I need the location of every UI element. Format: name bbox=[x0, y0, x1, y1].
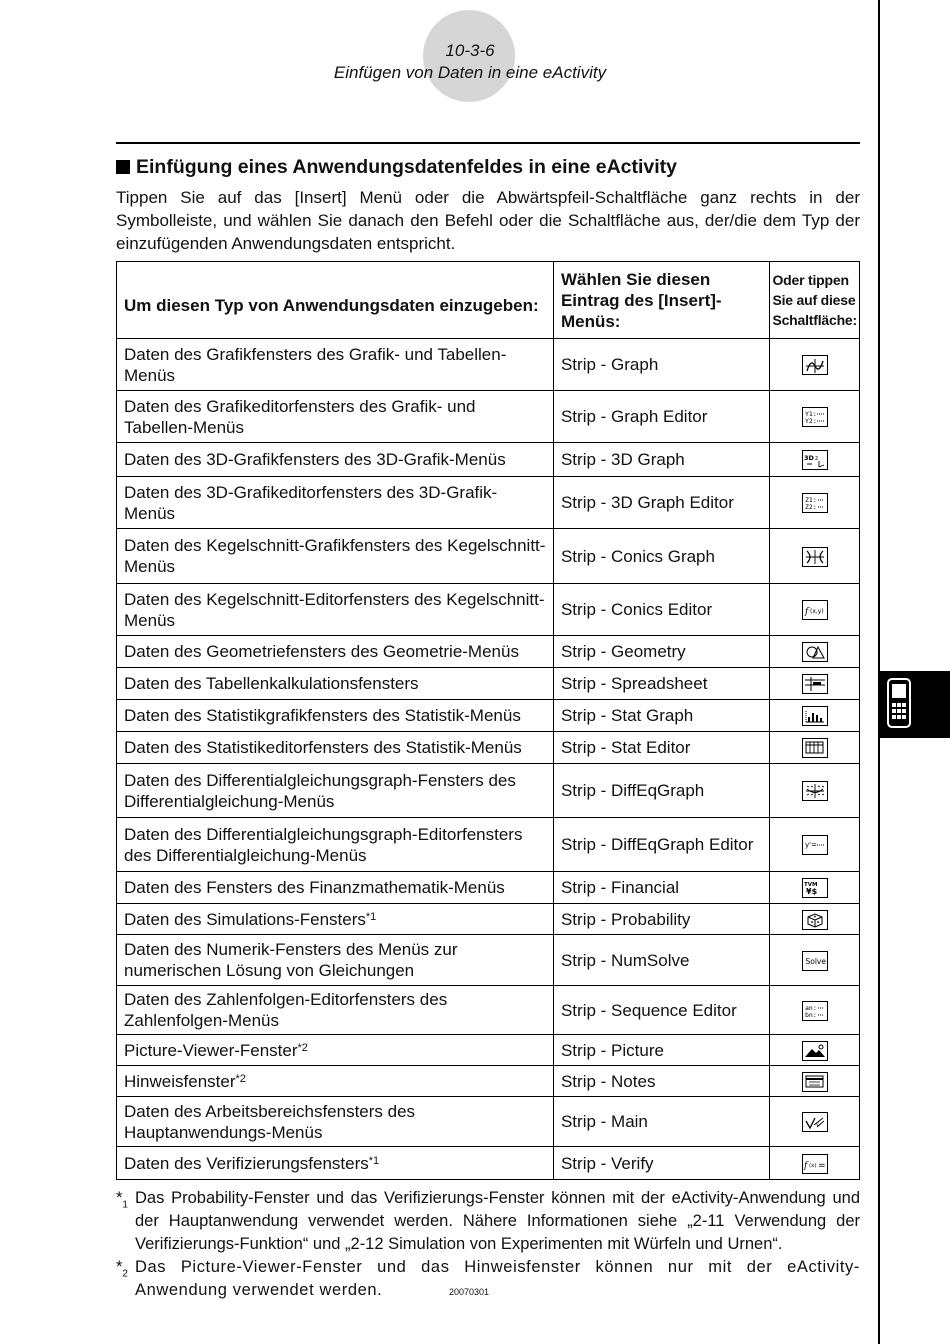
svg-text:Z1:: Z1: bbox=[804, 496, 817, 505]
footnote-text: Das Probability-Fenster und das Verifizierungs-Fenster können mit der eActivity-Anwendung und der Hauptanwendung verwendet werden. Nähere Informationen siehe „2-11 Verwendung der Verifizierungs-Funktion“ und „2-12 Simulation von Experimenten mit Würfeln und Urnen“. bbox=[135, 1189, 860, 1253]
svg-text:√: √ bbox=[815, 1122, 819, 1129]
financial-icon bbox=[802, 878, 828, 898]
sequence-editor-icon bbox=[802, 1001, 828, 1021]
numsolve-icon-label: Solve bbox=[805, 956, 826, 966]
button-cell bbox=[770, 764, 860, 818]
data-type-text: Daten des Arbeitsbereichsfensters des Hauptanwendungs-Menüs bbox=[124, 1101, 416, 1142]
button-cell bbox=[770, 339, 860, 391]
menu-entry-cell: Strip - DiffEqGraph Editor bbox=[553, 818, 769, 872]
table-row bbox=[117, 1097, 860, 1147]
table-row bbox=[117, 529, 860, 584]
main-icon bbox=[802, 1112, 828, 1132]
data-type-text: Daten des Grafikeditorfensters des Grafik- und Tabellen-Menüs bbox=[124, 396, 476, 437]
data-type-cell bbox=[117, 1066, 554, 1097]
insert-table bbox=[116, 261, 860, 1180]
menu-entry-cell: Strip - Verify bbox=[553, 1147, 769, 1180]
button-cell bbox=[770, 1147, 860, 1180]
table-row bbox=[117, 1035, 860, 1066]
menu-entry-cell: Strip - Conics Editor bbox=[553, 584, 769, 636]
data-type-cell bbox=[117, 668, 554, 700]
table-row bbox=[117, 764, 860, 818]
data-type-text: Daten des Kegelschnitt-Editorfensters des Kegelschnitt-Menüs bbox=[124, 589, 545, 630]
data-type-text: Daten des 3D-Grafikfensters des 3D-Grafik-Menüs bbox=[124, 450, 506, 469]
intro-paragraph: Tippen Sie auf das [Insert] Menü oder die Abwärtspfeil-Schaltfläche ganz rechts in der Symbolleiste, und wählen Sie danach den Befehl oder die Schaltfläche aus, der/die dem Typ der einzufügenden Anwendungsdaten entspricht. bbox=[116, 188, 860, 253]
menu-entry-cell: Strip - Geometry bbox=[553, 636, 769, 668]
section-heading bbox=[116, 156, 677, 179]
table-row bbox=[117, 443, 860, 477]
data-type-text: Daten des Tabellenkalkulationsfensters bbox=[124, 674, 419, 693]
table-row bbox=[117, 584, 860, 636]
3d-graph-icon bbox=[802, 450, 828, 470]
3d-graph-editor-icon bbox=[802, 493, 828, 513]
calculator-icon bbox=[886, 677, 912, 729]
verify-icon bbox=[802, 1154, 828, 1174]
svg-text:¥$: ¥$ bbox=[805, 887, 817, 897]
data-type-text: Daten des 3D-Grafikeditorfensters des 3D-Grafik-Menüs bbox=[124, 482, 498, 523]
data-type-cell bbox=[117, 700, 554, 732]
conics-editor-icon bbox=[802, 600, 828, 620]
data-type-text: Daten des Differentialgleichungsgraph-Fensters des Differentialgleichung-Menüs bbox=[124, 770, 516, 811]
button-cell bbox=[770, 477, 860, 529]
table-row bbox=[117, 700, 860, 732]
button-cell bbox=[770, 1097, 860, 1147]
stat-graph-icon bbox=[802, 706, 828, 726]
data-type-text: Hinweisfenster bbox=[124, 1071, 236, 1091]
button-cell bbox=[770, 636, 860, 668]
bullet-square-icon bbox=[116, 160, 130, 174]
chapter-tab bbox=[880, 671, 950, 738]
menu-entry-cell: Strip - Picture bbox=[553, 1035, 769, 1066]
button-cell bbox=[770, 1035, 860, 1066]
numsolve-icon bbox=[802, 951, 828, 971]
table-row bbox=[117, 818, 860, 872]
svg-text:Y2:: Y2: bbox=[804, 417, 817, 426]
data-type-text: Daten des Kegelschnitt-Grafikfensters des Kegelschnitt-Menüs bbox=[124, 536, 546, 576]
data-type-cell bbox=[117, 1097, 554, 1147]
date-code: 20070301 bbox=[449, 1287, 490, 1297]
data-type-cell bbox=[117, 584, 554, 636]
table-row bbox=[117, 636, 860, 668]
menu-entry-cell: Strip - Probability bbox=[553, 904, 769, 935]
svg-text:z: z bbox=[814, 455, 818, 463]
data-type-text: Daten des Differentialgleichungsgraph-Editorfensters des Differentialgleichung-Menüs bbox=[124, 824, 523, 865]
svg-text:Z2:: Z2: bbox=[804, 503, 817, 512]
data-type-cell bbox=[117, 904, 554, 935]
header-menu: Wählen Sie diesen Eintrag des [Insert]-Menüs: bbox=[553, 262, 769, 339]
button-cell bbox=[770, 872, 860, 904]
menu-entry-cell: Strip - Conics Graph bbox=[553, 529, 769, 584]
data-type-text: Daten des Statistikgrafikfensters des Statistik-Menüs bbox=[124, 706, 521, 725]
data-type-cell bbox=[117, 477, 554, 529]
footnote-mark: * bbox=[116, 1258, 123, 1276]
data-type-cell bbox=[117, 872, 554, 904]
table-row bbox=[117, 339, 860, 391]
button-cell bbox=[770, 935, 860, 986]
button-cell bbox=[770, 818, 860, 872]
svg-text:f: f bbox=[804, 607, 809, 618]
footnote-mark-sub: 1 bbox=[122, 1199, 128, 1211]
menu-entry-cell: Strip - Main bbox=[553, 1097, 769, 1147]
footnote bbox=[116, 1187, 860, 1256]
menu-entry-cell: Strip - 3D Graph Editor bbox=[553, 477, 769, 529]
data-type-text: Daten des Verifizierungsfensters bbox=[124, 1153, 369, 1173]
button-cell bbox=[770, 529, 860, 584]
data-type-cell bbox=[117, 935, 554, 986]
section-rule bbox=[116, 142, 860, 144]
menu-entry-cell: Strip - DiffEqGraph bbox=[553, 764, 769, 818]
data-type-cell bbox=[117, 986, 554, 1035]
svg-text:(x): (x) bbox=[808, 1162, 817, 1169]
button-cell bbox=[770, 700, 860, 732]
header-button: Oder tippen Sie auf diese Schaltfläche: bbox=[770, 262, 860, 339]
data-type-text: Daten des Geometriefensters des Geometrie-Menüs bbox=[124, 642, 519, 661]
graph-icon bbox=[802, 355, 828, 375]
data-type-cell bbox=[117, 732, 554, 764]
data-type-cell bbox=[117, 1035, 554, 1066]
footnote-text: Das Picture-Viewer-Fenster und das Hinweisfenster können nur mit der eActivity-Anwendung verwendet werden. bbox=[135, 1258, 860, 1299]
svg-text:Y1:: Y1: bbox=[804, 410, 817, 419]
table-row bbox=[117, 732, 860, 764]
footnote-ref: *1 bbox=[368, 1154, 380, 1167]
svg-text:f: f bbox=[803, 1160, 808, 1171]
footnote-mark-sub: 2 bbox=[122, 1268, 128, 1280]
spreadsheet-icon bbox=[802, 674, 828, 694]
probability-icon bbox=[802, 910, 828, 930]
menu-entry-cell: Strip - Graph bbox=[553, 339, 769, 391]
stat-editor-icon bbox=[802, 738, 828, 758]
svg-text:=: = bbox=[817, 1160, 826, 1171]
button-cell bbox=[770, 904, 860, 935]
svg-text:an:: an: bbox=[804, 1003, 817, 1012]
data-type-cell bbox=[117, 818, 554, 872]
table-row bbox=[117, 872, 860, 904]
menu-entry-cell: Strip - Stat Graph bbox=[553, 700, 769, 732]
footnote-ref: *1 bbox=[365, 910, 377, 923]
diffeq-editor-icon bbox=[802, 835, 828, 855]
button-cell bbox=[770, 668, 860, 700]
chapter-title: Einfügen von Daten in eine eActivity bbox=[333, 63, 607, 82]
table-row bbox=[117, 391, 860, 443]
footnote-mark: * bbox=[116, 1189, 123, 1207]
menu-entry-cell: Strip - Graph Editor bbox=[553, 391, 769, 443]
data-type-text: Daten des Grafikfensters des Grafik- und Tabellen-Menüs bbox=[124, 344, 507, 385]
page-number: 10-3-6 bbox=[445, 41, 495, 60]
table-row bbox=[117, 904, 860, 935]
data-type-text: Daten des Simulations-Fensters bbox=[124, 909, 366, 929]
button-cell bbox=[770, 986, 860, 1035]
button-cell bbox=[770, 391, 860, 443]
data-type-cell bbox=[117, 443, 554, 477]
button-cell bbox=[770, 584, 860, 636]
svg-text:TVM: TVM bbox=[803, 882, 818, 889]
button-cell bbox=[770, 1066, 860, 1097]
graph-editor-icon bbox=[802, 407, 828, 427]
data-type-text: Daten des Zahlenfolgen-Editorfensters des Zahlenfolgen-Menüs bbox=[124, 990, 448, 1030]
data-type-cell bbox=[117, 391, 554, 443]
menu-entry-cell: Strip - Spreadsheet bbox=[553, 668, 769, 700]
menu-entry-cell: Strip - 3D Graph bbox=[553, 443, 769, 477]
data-type-cell bbox=[117, 529, 554, 584]
table-row bbox=[117, 668, 860, 700]
header-type: Um diesen Typ von Anwendungsdaten einzugeben: bbox=[117, 262, 554, 339]
menu-entry-cell: Strip - Financial bbox=[553, 872, 769, 904]
menu-entry-cell: Strip - NumSolve bbox=[553, 935, 769, 986]
geometry-icon bbox=[802, 642, 828, 662]
data-type-cell bbox=[117, 636, 554, 668]
table-row bbox=[117, 935, 860, 986]
data-type-text: Picture-Viewer-Fenster bbox=[124, 1040, 298, 1060]
table-header-row bbox=[117, 262, 860, 339]
notes-icon bbox=[802, 1072, 828, 1092]
button-cell bbox=[770, 443, 860, 477]
menu-entry-cell: Strip - Notes bbox=[553, 1066, 769, 1097]
button-cell bbox=[770, 732, 860, 764]
footnote-ref: *2 bbox=[235, 1072, 246, 1085]
svg-text:3D: 3D bbox=[803, 454, 814, 463]
menu-entry-cell: Strip - Stat Editor bbox=[553, 732, 769, 764]
picture-icon bbox=[802, 1041, 828, 1061]
table-row bbox=[117, 986, 860, 1035]
svg-text:y'=: y'= bbox=[804, 841, 817, 850]
section-title-text: Einfügung eines Anwendungsdatenfeldes in eine eActivity bbox=[136, 156, 678, 178]
data-type-text: Daten des Statistikeditorfensters des Statistik-Menüs bbox=[124, 738, 522, 757]
footnotes bbox=[116, 1187, 860, 1302]
data-type-cell bbox=[117, 339, 554, 391]
data-type-text: Daten des Numerik-Fensters des Menüs zur numerischen Lösung von Gleichungen bbox=[124, 940, 458, 980]
svg-text:(x,y): (x,y) bbox=[809, 608, 824, 616]
svg-text:bn:: bn: bbox=[804, 1010, 817, 1019]
table-row bbox=[117, 477, 860, 529]
menu-entry-cell: Strip - Sequence Editor bbox=[553, 986, 769, 1035]
diffeq-graph-icon bbox=[802, 781, 828, 801]
data-type-text: Daten des Fensters des Finanzmathematik-Menüs bbox=[124, 878, 505, 897]
table-row bbox=[117, 1147, 860, 1180]
data-type-cell bbox=[117, 764, 554, 818]
footnote-ref: *2 bbox=[297, 1041, 308, 1054]
conics-graph-icon bbox=[802, 547, 828, 567]
table-row bbox=[117, 1066, 860, 1097]
data-type-cell bbox=[117, 1147, 554, 1180]
